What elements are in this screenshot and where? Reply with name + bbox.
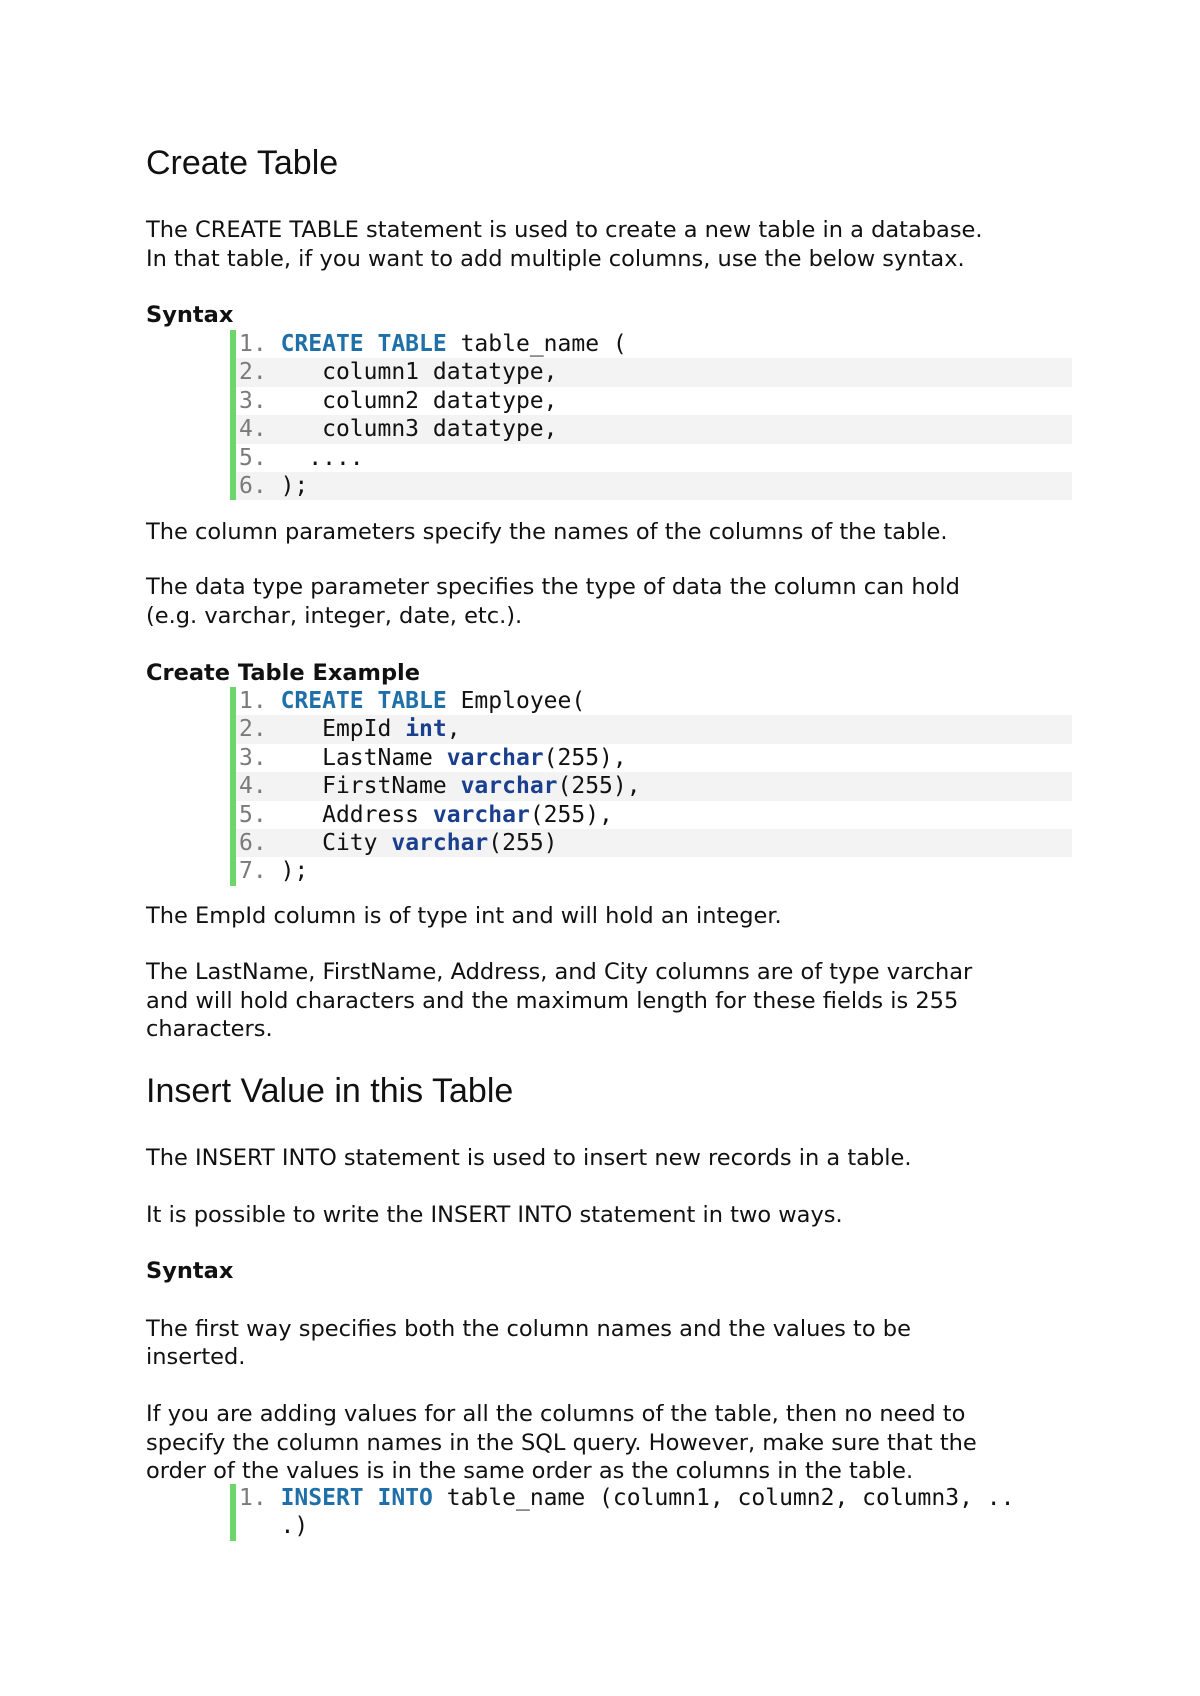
code-line: 1. CREATE TABLE table_name (	[239, 331, 627, 357]
lastname-paragraph-line-1: The LastName, FirstName, Address, and City columns are of type varchar	[146, 959, 973, 985]
first-way-paragraph-line-2: inserted.	[146, 1344, 246, 1370]
column-params-paragraph: The column parameters specify the names of the columns of the table.	[146, 519, 948, 545]
intro-paragraph-line-2: In that table, if you want to add multiple columns, use the below syntax.	[146, 246, 965, 272]
adding-values-paragraph-line-2: specify the column names in the SQL query. However, make sure that the	[146, 1430, 977, 1456]
lastname-paragraph-line-3: characters.	[146, 1016, 273, 1042]
code-block-create-example	[230, 687, 1072, 886]
adding-values-paragraph-line-1: If you are adding values for all the columns of the table, then no need to	[146, 1401, 966, 1427]
heading-insert-value: Insert Value in this Table	[146, 1072, 514, 1110]
code-line: 6. );	[236, 472, 1072, 500]
datatype-paragraph-line-2: (e.g. varchar, integer, date, etc.).	[146, 603, 523, 629]
create-table-example-label: Create Table Example	[146, 660, 421, 686]
code-line: 6. City varchar(255)	[236, 829, 1072, 857]
code-block-create-syntax	[230, 330, 1072, 500]
first-way-paragraph-line-1: The first way specifies both the column names and the values to be	[146, 1316, 911, 1342]
syntax-label-1: Syntax	[146, 302, 234, 328]
heading-create-table: Create Table	[146, 144, 339, 182]
code-line: 7. );	[239, 858, 309, 885]
adding-values-paragraph-line-3: order of the values is in the same order as the columns in the table.	[146, 1458, 914, 1484]
code-line: 1. INSERT INTO table_name (column1, column2, column3, ..	[239, 1485, 1015, 1511]
empid-paragraph: The EmpId column is of type int and will hold an integer.	[146, 903, 782, 929]
code-line: 5. ....	[239, 444, 364, 471]
datatype-paragraph-line-1: The data type parameter specifies the type of data the column can hold	[146, 574, 960, 600]
code-line: 3. LastName varchar(255),	[239, 744, 627, 771]
code-line: 5. Address varchar(255),	[239, 801, 613, 828]
code-line: 4. column3 datatype,	[236, 415, 1072, 443]
lastname-paragraph-line-2: and will hold characters and the maximum length for these fields is 255	[146, 988, 959, 1014]
syntax-label-2: Syntax	[146, 1258, 234, 1284]
code-line: 3. column2 datatype,	[239, 387, 558, 414]
code-block-insert-syntax	[230, 1484, 1072, 1541]
code-line: 4. FirstName varchar(255),	[236, 772, 1072, 800]
insert-into-paragraph: The INSERT INTO statement is used to insert new records in a table.	[146, 1145, 912, 1171]
two-ways-paragraph: It is possible to write the INSERT INTO statement in two ways.	[146, 1202, 843, 1228]
code-line: 2. EmpId int,	[236, 715, 1072, 743]
intro-paragraph-line-1: The CREATE TABLE statement is used to create a new table in a database.	[146, 217, 983, 243]
code-line: 2. column1 datatype,	[236, 358, 1072, 386]
code-line: .)	[280, 1513, 309, 1540]
code-line: 1. CREATE TABLE Employee(	[239, 688, 586, 714]
